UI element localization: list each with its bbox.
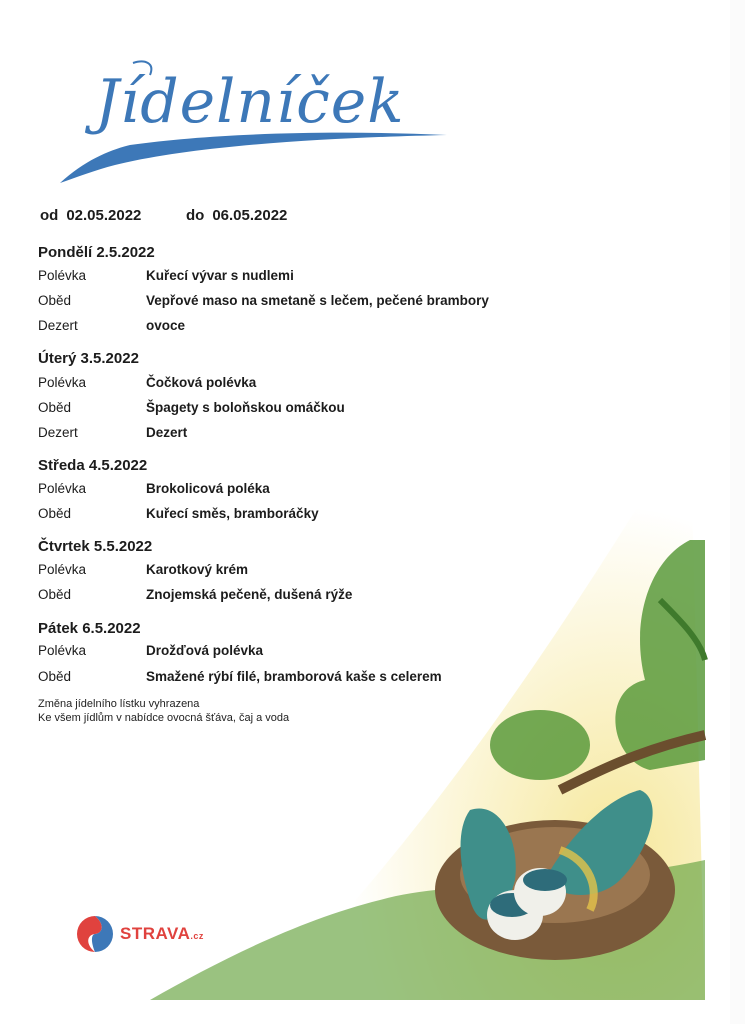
- day-heading-wednesday: Středa 4.5.2022: [38, 457, 148, 474]
- course-label: Oběd: [38, 506, 72, 521]
- strava-logo: [76, 915, 204, 953]
- dish-name: Dezert: [146, 425, 188, 440]
- course-label: Oběd: [38, 587, 72, 602]
- day-heading-friday: Pátek 6.5.2022: [38, 620, 141, 637]
- strava-wordmark: STRAVA.cz: [120, 924, 204, 943]
- note-menu-change: Změna jídelního lístku vyhrazena: [38, 698, 200, 710]
- course-label: Polévka: [38, 643, 87, 658]
- dish-name: Brokolicová poléka: [146, 481, 270, 496]
- strava-swirl-icon: [76, 915, 114, 953]
- day-heading-thursday: Čtvrtek 5.5.2022: [38, 538, 153, 555]
- course-label: Polévka: [38, 562, 87, 577]
- course-label: Dezert: [38, 425, 78, 440]
- course-label: Oběd: [38, 293, 72, 308]
- dish-name: Drožďová polévka: [146, 643, 263, 658]
- dish-name: Čočková polévka: [146, 375, 257, 390]
- dish-name: ovoce: [146, 318, 186, 333]
- dish-name: Kuřecí vývar s nudlemi: [146, 268, 294, 283]
- dish-name: Vepřové maso na smetaně s lečem, pečené brambory: [146, 293, 489, 308]
- course-label: Polévka: [38, 268, 87, 283]
- course-label: Polévka: [38, 375, 87, 390]
- date-to-value: 06.05.2022: [212, 207, 288, 224]
- dish-name: Smažené rýbí filé, bramborová kaše s celerem: [146, 669, 442, 684]
- course-label: Polévka: [38, 481, 87, 496]
- date-from-label: od: [40, 207, 59, 224]
- course-label: Oběd: [38, 400, 72, 415]
- dish-name: Znojemská pečeně, dušená rýže: [146, 587, 353, 602]
- dish-name: Karotkový krém: [146, 562, 249, 577]
- course-label: Oběd: [38, 669, 72, 684]
- date-to-label: do: [186, 207, 205, 224]
- dish-name: Špagety s boloňskou omáčkou: [146, 400, 345, 415]
- course-label: Dezert: [38, 318, 78, 333]
- day-heading-monday: Pondělí 2.5.2022: [38, 244, 155, 261]
- date-from-value: 02.05.2022: [66, 207, 142, 224]
- note-drinks: Ke všem jídlům v nabídce ovocná šťáva, čaj a voda: [38, 712, 290, 724]
- dish-name: Kuřecí směs, bramboráčky: [146, 506, 319, 521]
- day-heading-tuesday: Úterý 3.5.2022: [38, 350, 139, 367]
- page-title: Jídelníček: [95, 67, 405, 137]
